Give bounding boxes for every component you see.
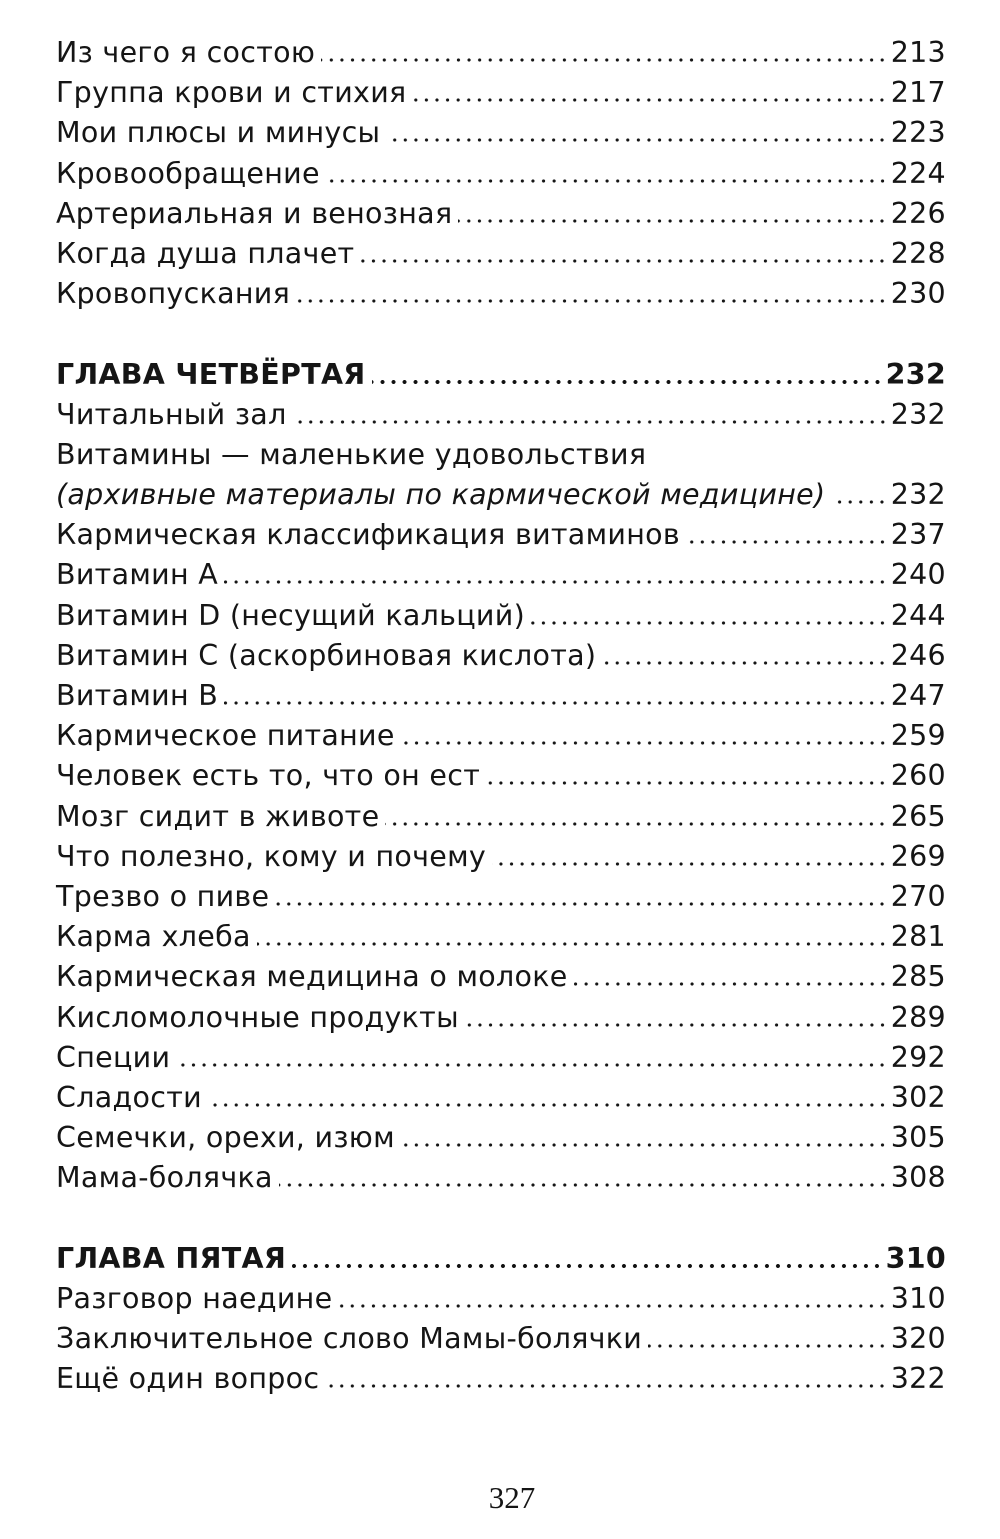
toc-entry-continuation: [56, 475, 946, 515]
page-number: 246: [890, 638, 946, 672]
page-number: 232: [890, 397, 946, 431]
dot-leader: [224, 701, 888, 705]
toc-entry: [56, 1279, 946, 1319]
page-number: 281: [890, 920, 946, 954]
entry-title: Заключительное слово Мамы-болячки: [56, 1322, 643, 1355]
dot-leader: [321, 58, 888, 62]
dot-leader: [602, 661, 887, 665]
entry-title: Кисломолочные продукты: [56, 1000, 459, 1034]
entry-title: Кровопускания: [56, 277, 291, 311]
dot-leader: [531, 621, 888, 625]
page-number: 226: [890, 196, 946, 230]
toc-chapter-5: [56, 1239, 946, 1400]
chapter-title: ГЛАВА ЧЕТВЁРТАЯ: [56, 357, 366, 391]
toc-entry: [56, 676, 946, 716]
entry-title: Семечки, орехи, изюм: [56, 1121, 395, 1155]
entry-title: Витамины — маленькие удовольствия: [56, 437, 647, 471]
page-number: 289: [890, 1000, 946, 1034]
page-number: 285: [890, 960, 946, 994]
table-of-contents: [56, 33, 946, 1399]
page-number: 310: [885, 1241, 946, 1275]
dot-leader: [257, 942, 888, 946]
toc-entry: [56, 515, 946, 555]
chapter-heading: [56, 355, 946, 395]
entry-title: Из чего я состою: [56, 36, 316, 69]
toc-entry: [56, 73, 946, 113]
page-number: 244: [890, 598, 946, 632]
dot-leader: [486, 781, 888, 785]
entry-title: Витамин D (несущий кальций): [56, 598, 525, 632]
dot-leader: [412, 98, 887, 102]
entry-title: Читальный зал: [56, 397, 287, 431]
toc-entry: [56, 1038, 946, 1078]
toc-entry: [56, 1359, 946, 1399]
page-number: 322: [890, 1362, 946, 1396]
toc-entry: [56, 33, 946, 73]
page-number: 247: [890, 679, 946, 712]
page-number: 213: [890, 36, 946, 69]
entry-title: Карма хлеба: [56, 920, 251, 954]
entry-title: Человек есть то, что он ест: [56, 759, 481, 793]
entry-title: Кармическая медицина о молоке: [56, 960, 568, 994]
entry-title: Мама-болячка: [56, 1161, 273, 1195]
entry-title: Кармическое питание: [56, 719, 395, 753]
dot-leader: [275, 902, 887, 906]
toc-chapter-4: [56, 355, 946, 1199]
toc-entry: [56, 957, 946, 997]
page-number: 260: [890, 759, 946, 793]
entry-title: Витамин С (аскорбиновая кислота): [56, 638, 597, 672]
toc-entry: [56, 636, 946, 676]
toc-entry: [56, 797, 946, 837]
page-number: 269: [890, 839, 946, 873]
toc-entry: [56, 1078, 946, 1118]
page-number: 305: [890, 1121, 946, 1155]
dot-leader: [831, 500, 887, 504]
page-number: 310: [890, 1281, 946, 1315]
chapter-title: ГЛАВА ПЯТАЯ: [56, 1241, 287, 1275]
page-number: 265: [890, 799, 946, 833]
toc-entry: [56, 837, 946, 877]
toc-entry: [56, 395, 946, 435]
toc-entry: [56, 435, 946, 475]
dot-leader: [224, 580, 888, 584]
dot-leader: [293, 420, 888, 424]
page-number: 259: [890, 719, 946, 753]
entry-title: Кровообращение: [56, 156, 320, 190]
toc-group: [56, 33, 946, 314]
toc-entry: [56, 194, 946, 234]
dot-leader: [401, 741, 888, 745]
dot-leader: [325, 1384, 887, 1388]
toc-entry: [56, 234, 946, 274]
page-number: 302: [890, 1080, 946, 1114]
dot-leader: [401, 1143, 888, 1147]
dot-leader: [326, 179, 888, 183]
dot-leader: [360, 259, 887, 263]
page-number: 240: [890, 558, 946, 592]
page-number: 320: [890, 1322, 946, 1355]
page-number: 232: [890, 478, 946, 512]
dot-leader: [338, 1304, 887, 1308]
entry-title: Ещё один вопрос: [56, 1362, 320, 1396]
dot-leader: [385, 822, 887, 826]
entry-title: Специи: [56, 1040, 171, 1074]
dot-leader: [386, 138, 887, 142]
page-number: 237: [890, 518, 946, 552]
dot-leader: [648, 1344, 888, 1348]
section-gap: [56, 314, 946, 354]
dot-leader: [686, 540, 888, 544]
page-number: 228: [890, 236, 946, 270]
page-number: 270: [890, 879, 946, 913]
toc-entry: [56, 113, 946, 153]
page-number: 217: [890, 76, 946, 110]
page-number: 308: [890, 1161, 946, 1195]
page-number: 223: [890, 116, 946, 150]
dot-leader: [574, 982, 888, 986]
dot-leader: [208, 1103, 888, 1107]
entry-title: Сладости: [56, 1080, 202, 1114]
page-number: 230: [890, 277, 946, 311]
entry-title: Когда душа плачет: [56, 236, 355, 270]
entry-title: Мои плюсы и минусы: [56, 116, 381, 150]
entry-subtitle: (архивные материалы по кармической медицине): [56, 478, 826, 512]
folio-page-number: 327: [488, 1480, 536, 1515]
entry-title: Витамин В: [56, 679, 219, 712]
dot-leader: [279, 1183, 888, 1187]
entry-title: Группа крови и стихия: [56, 76, 407, 110]
entry-title: Трезво о пиве: [56, 879, 270, 913]
toc-entry: [56, 274, 946, 314]
toc-entry: [56, 1319, 946, 1359]
toc-entry: [56, 1118, 946, 1158]
section-gap: [56, 1198, 946, 1238]
dot-leader: [292, 1264, 882, 1268]
dot-leader: [296, 299, 888, 303]
toc-entry: [56, 596, 946, 636]
entry-title: Разговор наедине: [56, 1281, 333, 1315]
entry-title: Витамин А: [56, 558, 219, 592]
dot-leader: [492, 862, 888, 866]
toc-entry: [56, 716, 946, 756]
entry-title: Кармическая классификация витаминов: [56, 518, 680, 552]
toc-entry: [56, 998, 946, 1038]
toc-entry: [56, 877, 946, 917]
entry-title: Мозг сидит в животе: [56, 799, 380, 833]
dot-leader: [458, 219, 887, 223]
dot-leader: [372, 380, 883, 384]
entry-title: Что полезно, кому и почему: [56, 839, 487, 873]
page-number: 232: [885, 357, 946, 391]
page-number: 224: [890, 156, 946, 190]
dot-leader: [465, 1023, 888, 1027]
chapter-heading: [56, 1239, 946, 1279]
toc-entry: [56, 1158, 946, 1198]
toc-entry: [56, 917, 946, 957]
entry-title: Артериальная и венозная: [56, 196, 453, 230]
toc-entry: [56, 154, 946, 194]
toc-entry: [56, 555, 946, 595]
dot-leader: [176, 1063, 887, 1067]
toc-entry: [56, 756, 946, 796]
page-number: 292: [890, 1040, 946, 1074]
